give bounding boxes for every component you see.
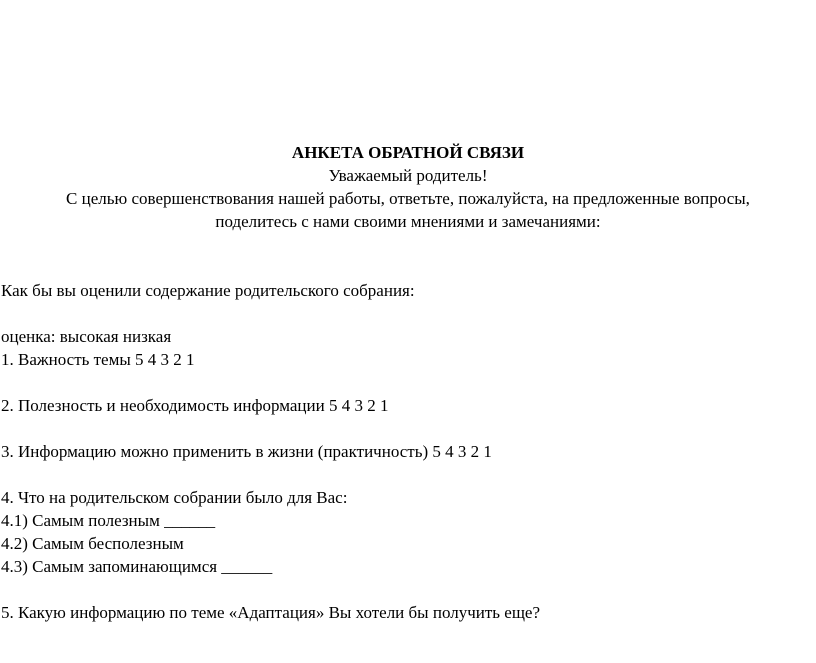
question-1: 1. Важность темы 5 4 3 2 1	[1, 350, 195, 369]
question-5: 5. Какую информацию по теме «Адаптация» Вы хотели бы получить еще?	[1, 603, 541, 622]
form-header	[0, 141, 816, 233]
question-4: 4. Что на родительском собрании было для Вас:	[1, 488, 348, 507]
question-4-2: 4.2) Самым бесполезным	[1, 534, 184, 553]
intro-line-1: С целью совершенствования нашей работы, ответьте, пожалуйста, на предложенные вопросы,	[66, 189, 750, 208]
question-intro: Как бы вы оценили содержание родительского собрания:	[1, 281, 415, 300]
rating-scale-label: оценка: высокая низкая	[1, 327, 172, 346]
intro-line-2: поделитесь с нами своими мнениями и замечаниями:	[215, 212, 601, 231]
form-title: АНКЕТА ОБРАТНОЙ СВЯЗИ	[291, 143, 525, 162]
greeting: Уважаемый родитель!	[328, 166, 488, 185]
question-3: 3. Информацию можно применить в жизни (практичность) 5 4 3 2 1	[1, 442, 492, 461]
question-2: 2. Полезность и необходимость информации 5 4 3 2 1	[1, 396, 389, 415]
question-4-3: 4.3) Самым запоминающимся ______	[1, 557, 273, 576]
question-4-1: 4.1) Самым полезным ______	[1, 511, 216, 530]
